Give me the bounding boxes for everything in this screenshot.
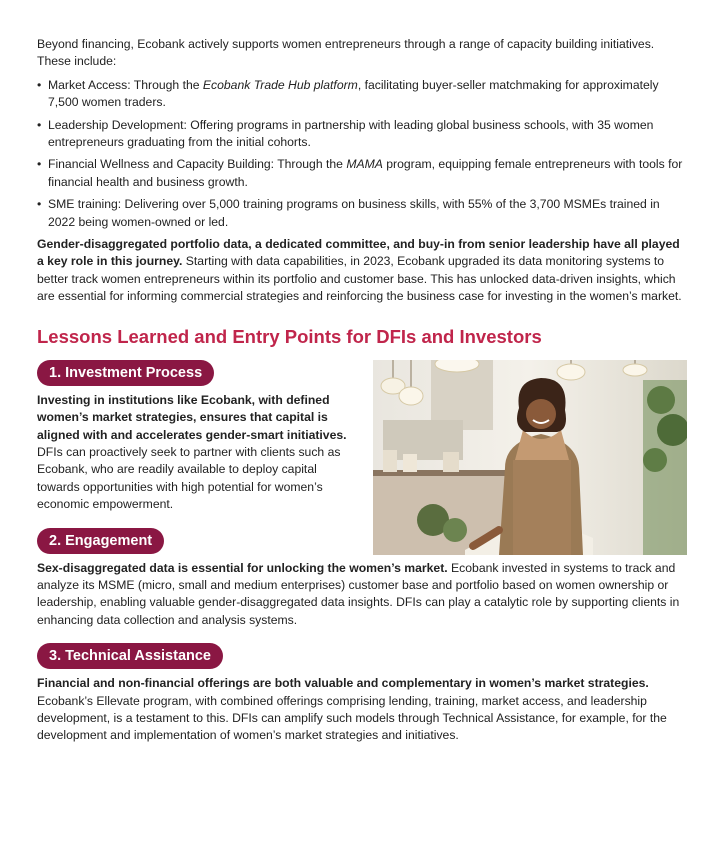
section-pill-engagement: 2. Engagement [37, 528, 164, 554]
bullet-icon: • [37, 117, 42, 132]
entrepreneur-photo [373, 360, 687, 555]
section-pill-technical-assistance: 3. Technical Assistance [37, 643, 223, 669]
section-text: Sex-disaggregated data is essential for unlocking the women’s market. Ecobank invested in systems to track and analyze its MSME (micro, small and medium enterprises) customer base and portfolio based on women ownership or leadership, enabling valuable gender-disaggregated data insights. DFIs can play a catalytic role by supporting clients in enhancing data collection and analysis systems. [37, 560, 680, 627]
sections-with-photo [37, 360, 687, 629]
section-text: Investing in institutions like Ecobank, with defined women’s market strategies, ensures that capital is aligned with and accelerates gender-smart initiatives. DFIs can proactively seek to partner with clients such as Ecobank, who are readily available to deploy capital towards opportunities with high potential for women’s economic empowerment. [37, 392, 347, 512]
section-title: Lessons Learned and Entry Points for DFIs and Investors [37, 325, 542, 347]
list-item: • Financial Wellness and Capacity Building: Through the MAMA program, equipping female entrepreneurs with tools for financial health and business growth. [37, 157, 683, 189]
list-item: • Market Access: Through the Ecobank Trade Hub platform, facilitating buyer-seller matchmaking for approximately 7,500 women traders. [37, 77, 659, 110]
initiatives-list [37, 77, 687, 231]
section-technical-assistance [37, 643, 687, 745]
section-text: Financial and non-financial offerings are both valuable and complementary in women’s market strategies. Ecobank’s Ellevate program, with combined offerings comprising lending, training, market access, and leadership development, is a testament to this. DFIs can amplify such models through Technical Assistance, for example, for the development and implementation of women’s market strategies and initiatives. [37, 676, 667, 743]
intro-paragraph: Beyond financing, Ecobank actively supports women entrepreneurs through a range of capacity building initiatives. These include: [37, 37, 655, 69]
data-paragraph: Gender-disaggregated portfolio data, a dedicated committee, and buy-in from senior leadership have all played a key role in this journey. Starting with data capabilities, in 2023, Ecobank upgraded its data monitoring systems to better track women entrepreneurs within its portfolio and customer base. This has unlocked data-driven insights, which are essential for informing commercial strategies and reinforcing the business case for investing in the women’s market. [37, 237, 682, 304]
bullet-icon: • [37, 197, 42, 212]
photo-illustration [373, 360, 687, 555]
document-page [37, 36, 687, 745]
bullet-icon: • [37, 157, 42, 172]
section-pill-investment-process: 1. Investment Process [37, 360, 214, 386]
list-item: • SME training: Delivering over 5,000 training programs on business skills, with 55% of the 3,700 MSMEs trained in 2022 being women-owned or led. [37, 197, 660, 229]
list-item: • Leadership Development: Offering programs in partnership with leading global business schools, with 35 women entrepreneurs graduating from the initial cohorts. [37, 117, 654, 150]
bullet-icon: • [37, 77, 42, 92]
